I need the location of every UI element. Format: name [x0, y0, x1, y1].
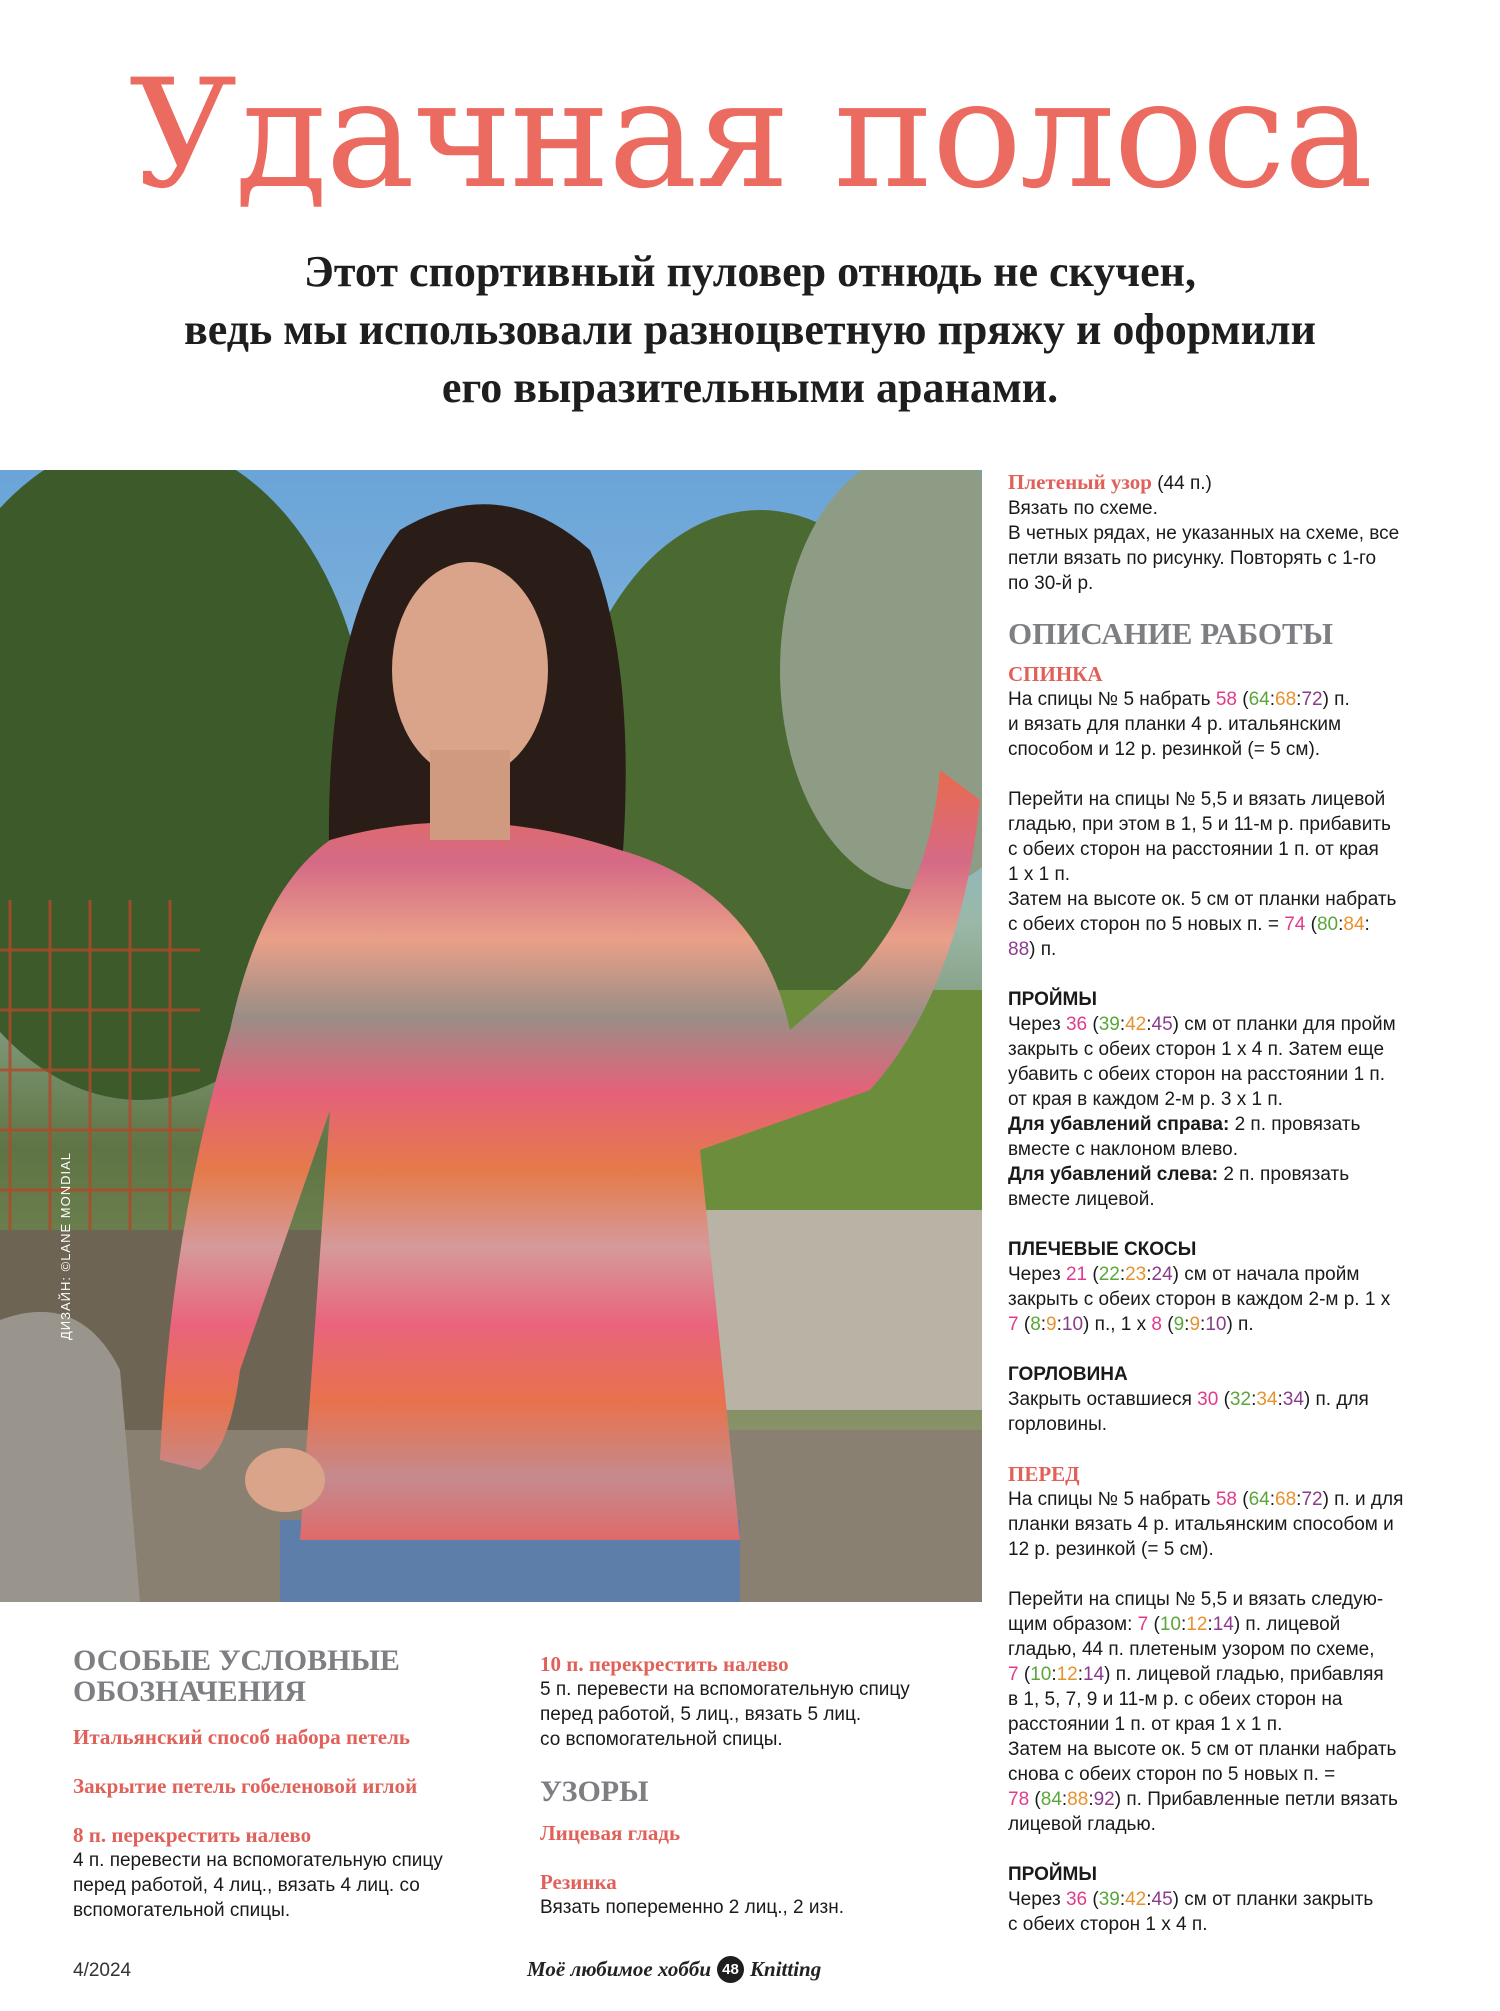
- right-column: Плетеный узор (44 п.) Вязать по схеме. В четных рядах, не указанных на схеме, все петли вязать по рисунку. Повторять с 1-го по 30-й р. ОПИСАНИЕ РАБОТЫ СПИНКА На спицы № 5 набрать 58 (64:68:72) п. и вязать для планки 4 р. итальянским способом и 12 р. резинкой (= 5 см). Перейти на спицы № 5,5 и вязать лицевой гладью, при этом в 1, 5 и 11-м р. прибавить с обеих сторон на расстоянии 1 п. от края 1 х 1 п. Затем на высоте ок. 5 см от планки набрать с обеих сторон по 5 новых п. = 74 (80:84: 88) п. ПРОЙМЫ Через 36 (39:42:45) см от планки для пройм закрыть с обеих сторон 1 х 4 п. Затем еще убавить с обеих сторон на расстоянии 1 п. от края в каждом 2-м р. 3 х 1 п. Для убавлений справа: 2 п. провязать вместе с наклоном влево. Для убавлений слева: 2 п. провязать вместе лицевой. ПЛЕЧЕВЫЕ СКОСЫ Через 21 (22:23:24) см от начала пройм закрыть с обеих сторон в каждом 2-м р. 1 х 7 (8:9:10) п., 1 х 8 (9:9:10) п. ГОРЛОВИНА Закрыть оставшиеся 30 (32:34:34) п. для горловины. ПЕРЕД На спицы № 5 набрать 58 (64:68:72) п. и для планки вязать 4 р. итальянским способом и 12 р. резинкой (= 5 см). Перейти на спицы № 5,5 и вязать следую- щим образом: 7 (10:12:14) п. лицевой гладью, 44 п. плетеным узором по схеме, 7 (10:12:14) п. лицевой гладью, прибавляя в 1, 5, 7, 9 и 11-м р. с обеих сторон на расстоянии 1 п. от края 1 х 1 п. Затем на высоте ок. 5 см от планки набрать снова с обеих сторон по 5 новых п. = 78 (84:88:92) п. Прибавленные петли вязать лицевой гладью. ПРОЙМЫ Через 36 (39:42:45) см от планки закрыть с обеих сторон 1 х 4 п.: [1008, 470, 1478, 1937]
- issue-number: 4/2024: [73, 1960, 132, 1981]
- magazine-footer: [527, 1956, 821, 1983]
- pattern-intro: Плетеный узор (44 п.): [1008, 470, 1212, 494]
- section-heading: ОПИСАНИЕ РАБОТЫ: [1008, 616, 1334, 651]
- photo-illustration: [0, 470, 982, 1602]
- legend-item: Закрытие петель гобеленовой иглой: [73, 1774, 418, 1798]
- subsection-heading: ПРОЙМЫ: [1008, 1864, 1097, 1885]
- page-number: 48: [717, 1956, 744, 1983]
- legend-item: 10 п. перекрестить налево: [540, 1652, 789, 1676]
- pattern-item: Лицевая гладь: [540, 1821, 681, 1845]
- section-heading: ОБОЗНАЧЕНИЯ: [73, 1675, 306, 1708]
- model-photo: [0, 470, 982, 1602]
- page-title: Удачная полоса: [128, 48, 1372, 222]
- photo-credit: ДИЗАЙН: ©LANE MONDIAL: [58, 1151, 73, 1340]
- pattern-item: Резинка: [540, 1870, 617, 1894]
- section-heading: УЗОРЫ: [540, 1775, 649, 1808]
- subtitle-line: ведь мы использовали разноцветную пряжу и оформили: [184, 305, 1316, 354]
- magazine-name: Моё любимое хобби: [527, 1957, 712, 1981]
- subtitle-line: его выразительными аранами.: [441, 363, 1059, 412]
- subsection-heading: ПЛЕЧЕВЫЕ СКОСЫ: [1008, 1239, 1197, 1260]
- section-heading: ОСОБЫЕ УСЛОВНЫЕ: [73, 1644, 400, 1677]
- left-column: ОСОБЫЕ УСЛОВНЫЕ ОБОЗНАЧЕНИЯ Итальянский способ набора петель Закрытие петель гобеленовой иглой 8 п. перекрестить налево 4 п. перевести на вспомогательную спицу перед работой, 4 лиц., вязать 4 лиц. со вспомогательной спицы.: [73, 1645, 523, 1923]
- magazine-section: Knitting: [750, 1957, 822, 1981]
- legend-item: 8 п. перекрестить налево: [73, 1823, 312, 1847]
- subtitle: [100, 243, 1400, 417]
- subsection-heading: ПРОЙМЫ: [1008, 989, 1097, 1010]
- subtitle-line: Этот спортивный пуловер отнюдь не скучен,: [304, 247, 1196, 296]
- pattern-title: Плетеный узор: [1008, 470, 1152, 494]
- subsection-heading: ГОРЛОВИНА: [1008, 1364, 1128, 1385]
- legend-item: Итальянский способ набора петель: [73, 1725, 410, 1749]
- subsection-heading: СПИНКА: [1008, 662, 1103, 686]
- middle-column: 10 п. перекрестить налево 5 п. перевести на вспомогательную спицу перед работой, 5 лиц., вязать 5 лиц. со вспомогательной спицы. УЗОРЫ Лицевая гладь Резинка Вязать попеременно 2 лиц., 2 изн.: [540, 1652, 990, 1920]
- subsection-heading: ПЕРЕД: [1008, 1462, 1080, 1486]
